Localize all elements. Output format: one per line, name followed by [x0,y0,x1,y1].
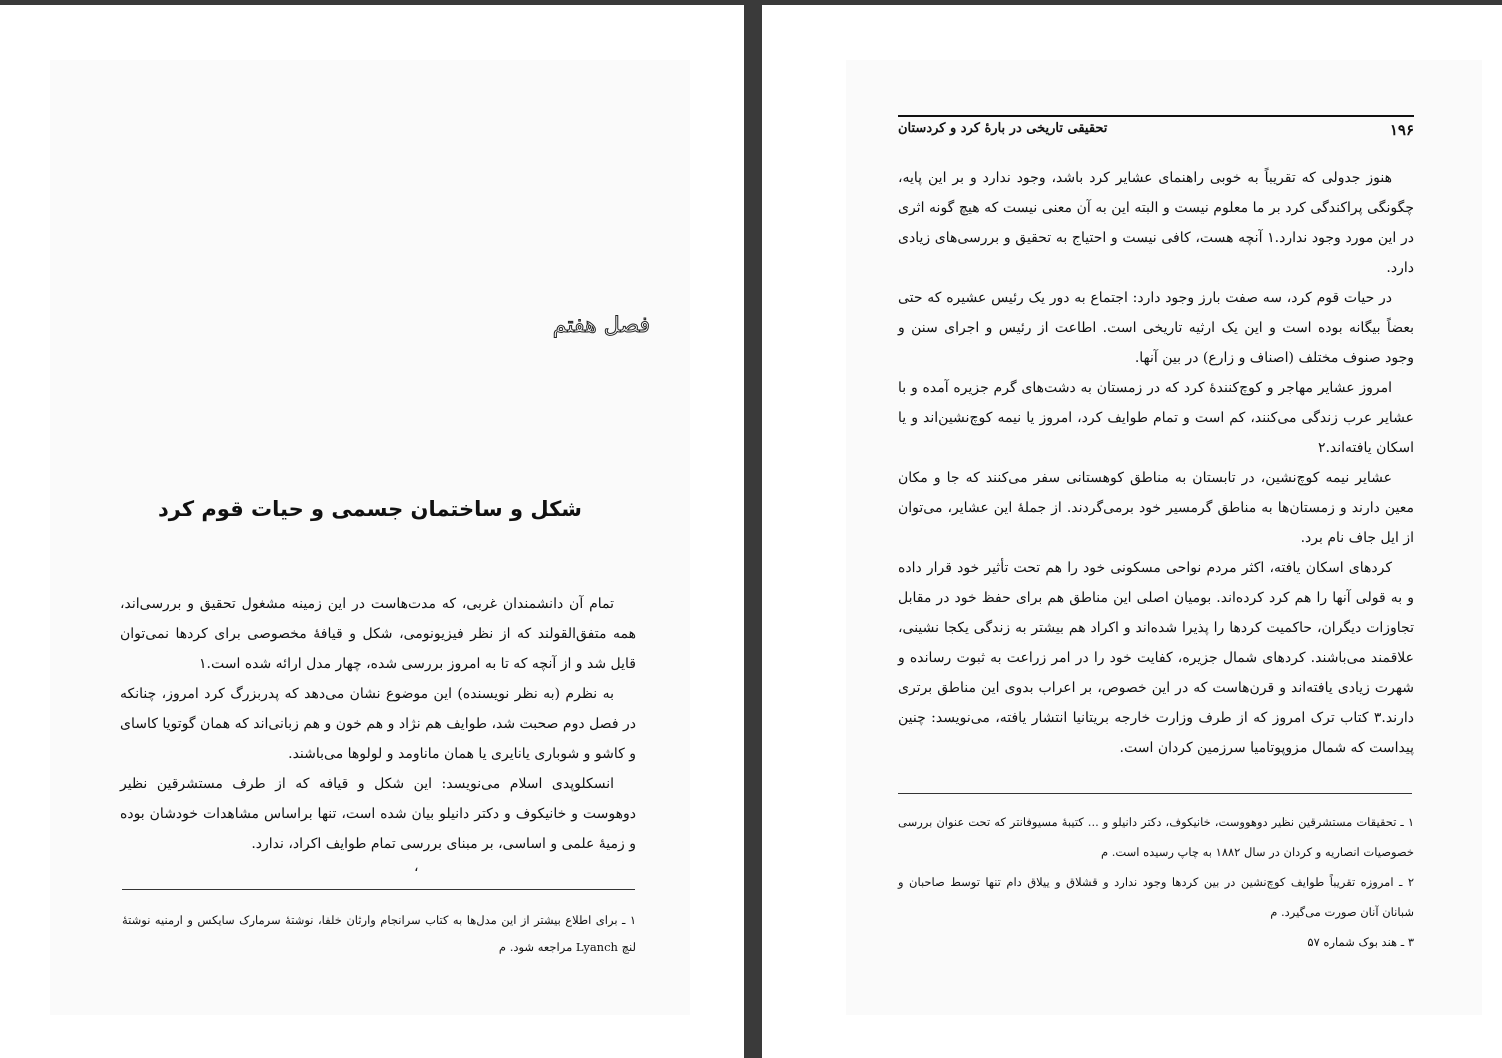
footnote: ۱ ـ تحقیقات مستشرقین نظیر دوهووست، خانیکوف، دکتر دانیلو و ... کتیبهٔ مسیوفانتر که تحت عنوان بررسی خصوصیات انصاریه و کردان در سال ۱۸۸۲ به چاپ رسیده است. م [898,815,1414,859]
paragraph: در حیات قوم کرد، سه صفت بارز وجود دارد: اجتماع به دور یک رئیس عشیره که حتی بعضاً بیگانه بوده است و این یک ارثیه تاریخی است. اطاعت از رئیس و اجرای سنن و وجود صنوف مختلف (اصناف و زارع) در بین آنها. [898,290,1414,366]
chapter-title: شکل و ساختمان جسمی و حیات قوم کرد [158,497,582,521]
paragraph: عشایر نیمه کوچ‌نشین، در تابستان به مناطق کوهستانی سفر می‌کنند که جا و مکان معین دارند و زمستان‌ها به مناطق گرمسیر خود برمی‌گردند. از جملهٔ این عشایر، می‌توان از ایل جاف نام برد. [898,470,1414,546]
left-footnotes [122,907,636,961]
running-title: تحقیقی تاریخی در بارهٔ کرد و کردستان [898,121,1108,136]
footnote: ۲ ـ امروزه تقریباً طوایف کوچ‌نشین در بین کردها وجود ندارد و قشلاق و ییلاق دام تنها توسط صاحبان و شبانان آنان صورت می‌گیرد. م [898,875,1414,919]
stray-mark: ، [414,859,419,875]
page-number: ۱۹۶ [1389,121,1414,139]
right-body-text [898,163,1414,763]
footnote: ۱ ـ برای اطلاع بیشتر از این مدل‌ها به کتاب سرانجام وارثان خلفا، نوشتهٔ سرمارک سایکس و ارمنیه نوشتهٔ لنچ Lyanch مراجعه شود. م [122,913,636,954]
page-header [898,117,1414,143]
paragraph: امروز عشایر مهاجر و کوچ‌کنندهٔ کرد که در زمستان به دشت‌های گرم جزیره آمده و با عشایر عرب زندگی می‌کنند، کم است و تمام طوایف کرد، امروز یا نیمه کوچ‌نشین‌اند و یا اسکان یافته‌اند.۲ [898,380,1414,456]
footnote: ۳ ـ هند بوک شماره ۵۷ [1307,935,1414,949]
paragraph: هنوز جدولی که تقریباً به خوبی راهنمای عشایر کرد باشد، وجود ندارد و بر این پایه، چگونگی پراکندگی کرد بر ما معلوم نیست و البته این به آن معنی نیست که هیچ گونه اثری در این مورد وجود ندارد.۱ آنچه هست، کافی نیست و احتیاج به تحقیق و بررسی‌های زیادی دارد. [898,170,1414,276]
paragraph: کردهای اسکان یافته، اکثر مردم نواحی مسکونی خود را هم تحت تأثیر خود قرار داده و به قولی آنها را هم کرد کرده‌اند. بومیان اصلی این مناطق هم برای حفظ خود در مقابل تجاوزات دیگران، حاکمیت کردها را پذیرا شده‌اند و اکراد هم بیشتر به زندگی یکجا نشینی، علاقمند می‌باشند. کردهای شمال جزیره، کفایت خود را در امر زراعت به ثبوت رسانده و شهرت زیادی یافته‌اند و قرن‌هاست که در این خصوص، بر اعراب بدوی این مناطق برتری دارند.۳ کتاب ترک امروز که از طرف وزارت خارجه بریتانیا انتشار یافته، می‌نویسد: چنین پیداست که شمال مزوپوتامیا سرزمین کردان است. [898,560,1414,756]
footnote-divider [122,889,635,890]
footnote-divider [898,793,1412,794]
right-footnotes [898,807,1414,957]
left-page [0,5,744,1058]
right-page [762,5,1502,1058]
left-body-text [120,589,636,859]
paragraph: تمام آن دانشمندان غربی، که مدت‌هاست در این زمینه مشغول تحقیق و بررسی‌اند، همه متفق‌القولند که از نظر فیزیونومی، شکل و قیافهٔ مخصوصی برای کردها نمی‌توان قایل شد و از آنچه که تا به امروز بررسی شده، چهار مدل ارائه شده است.۱ [120,596,636,672]
paragraph: به نظرم (به نظر نویسنده) این موضوع نشان می‌دهد که پدربزرگ کرد امروز، چنانکه در فصل دوم صحبت شد، طوایف هم نژاد و هم خون و هم زبانی‌اند که همان گوتویا کاسای و کاشو و شوباری یانایری یا همان ماناومد و لولوها می‌باشند. [120,686,636,762]
paragraph: انسکلوپدی اسلام می‌نویسد: این شکل و قیافه که از طرف مستشرقین نظیر دوهوست و خانیکوف و دکتر دانیلو بیان شده است، تنها براساس مشاهدات خودشان بوده و زمیهٔ علمی و اساسی، بر مبنای بررسی تمام طوایف اکراد، ندارد. [120,776,636,852]
left-page-scan [50,60,690,1015]
chapter-label: فصل هفتم [552,313,650,338]
book-spine-divider [744,0,762,1058]
